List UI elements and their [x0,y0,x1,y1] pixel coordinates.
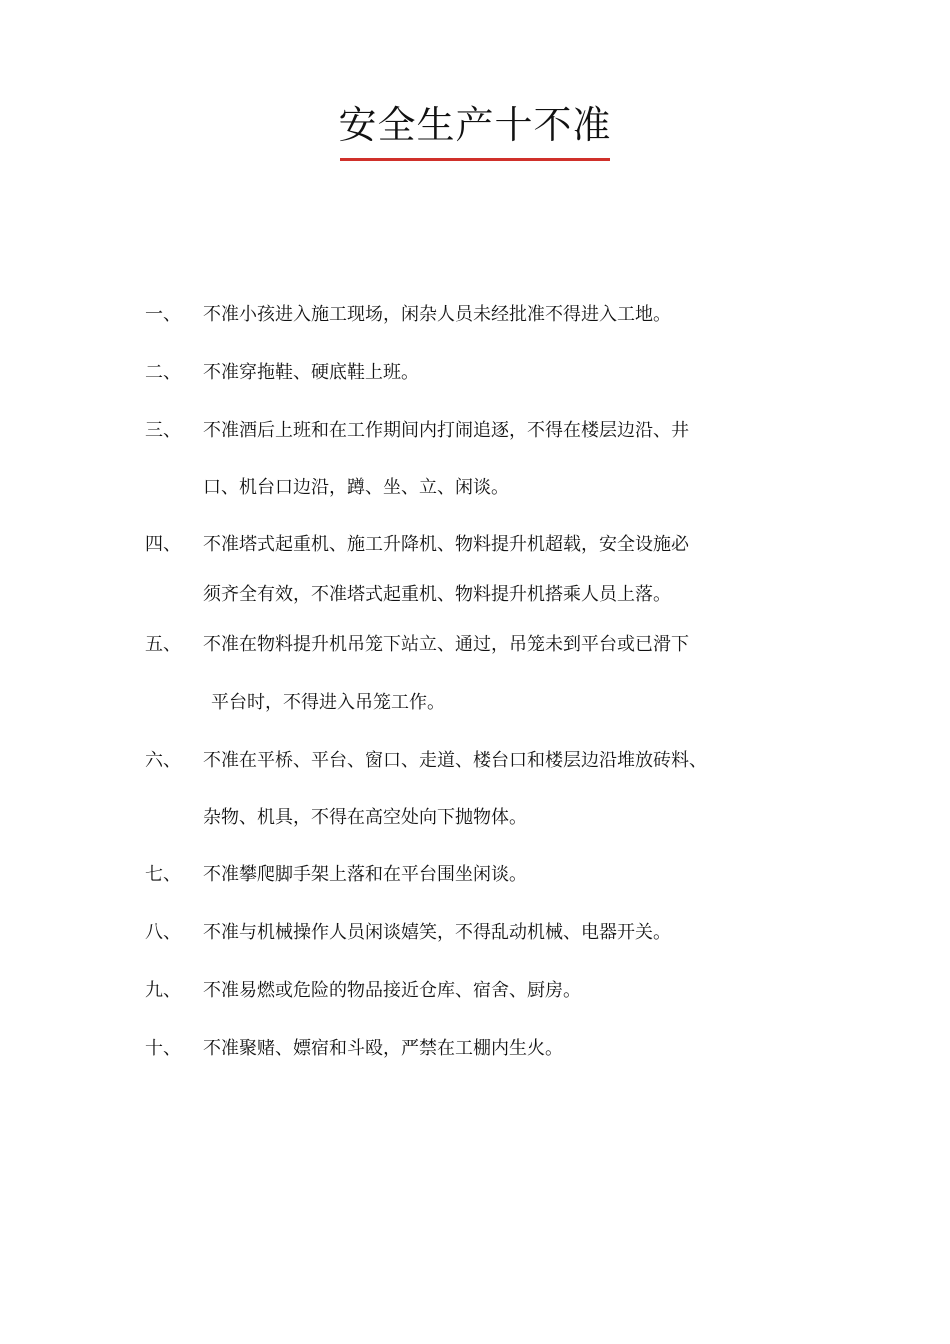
rule-text: 不准攀爬脚手架上落和在平台围坐闲谈。 [203,864,527,885]
rule-text: 不准塔式起重机、施工升降机、物料提升机超载，安全设施必 [203,534,689,555]
rule-text-continuation: 杂物、机具，不得在高空处向下抛物体。 [203,807,527,828]
rule-text: 不准穿拖鞋、硬底鞋上班。 [203,362,419,383]
title-underline [340,158,610,161]
rule-number: 二、 [145,362,181,383]
rule-number: 一、 [145,304,181,325]
rule-text: 不准小孩进入施工现场，闲杂人员未经批准不得进入工地。 [203,304,671,325]
page-title: 安全生产十不准 [338,103,612,147]
rule-number: 四、 [145,534,181,555]
rule-text: 不准与机械操作人员闲谈嬉笑，不得乱动机械、电器开关。 [203,922,671,943]
rule-text: 不准易燃或危险的物品接近仓库、宿舍、厨房。 [203,980,581,1001]
rule-text-continuation: 口、机台口边沿，蹲、坐、立、闲谈。 [203,477,509,498]
rule-text: 不准在物料提升机吊笼下站立、通过，吊笼未到平台或已滑下 [203,634,689,655]
rule-number: 十、 [145,1038,181,1059]
rule-text: 不准酒后上班和在工作期间内打闹追逐，不得在楼层边沿、井 [203,420,689,441]
rule-text-continuation: 须齐全有效，不准塔式起重机、物料提升机搭乘人员上落。 [203,584,671,605]
rule-number: 九、 [145,980,181,1001]
rule-number: 五、 [145,634,181,655]
rule-text-continuation: 平台时，不得进入吊笼工作。 [211,692,445,713]
rule-text: 不准聚赌、嫖宿和斗殴，严禁在工棚内生火。 [203,1038,563,1059]
rule-number: 七、 [145,864,181,885]
rule-number: 八、 [145,922,181,943]
rule-number: 六、 [145,750,181,771]
rule-text: 不准在平桥、平台、窗口、走道、楼台口和楼层边沿堆放砖料、 [203,750,707,771]
rule-number: 三、 [145,420,181,441]
